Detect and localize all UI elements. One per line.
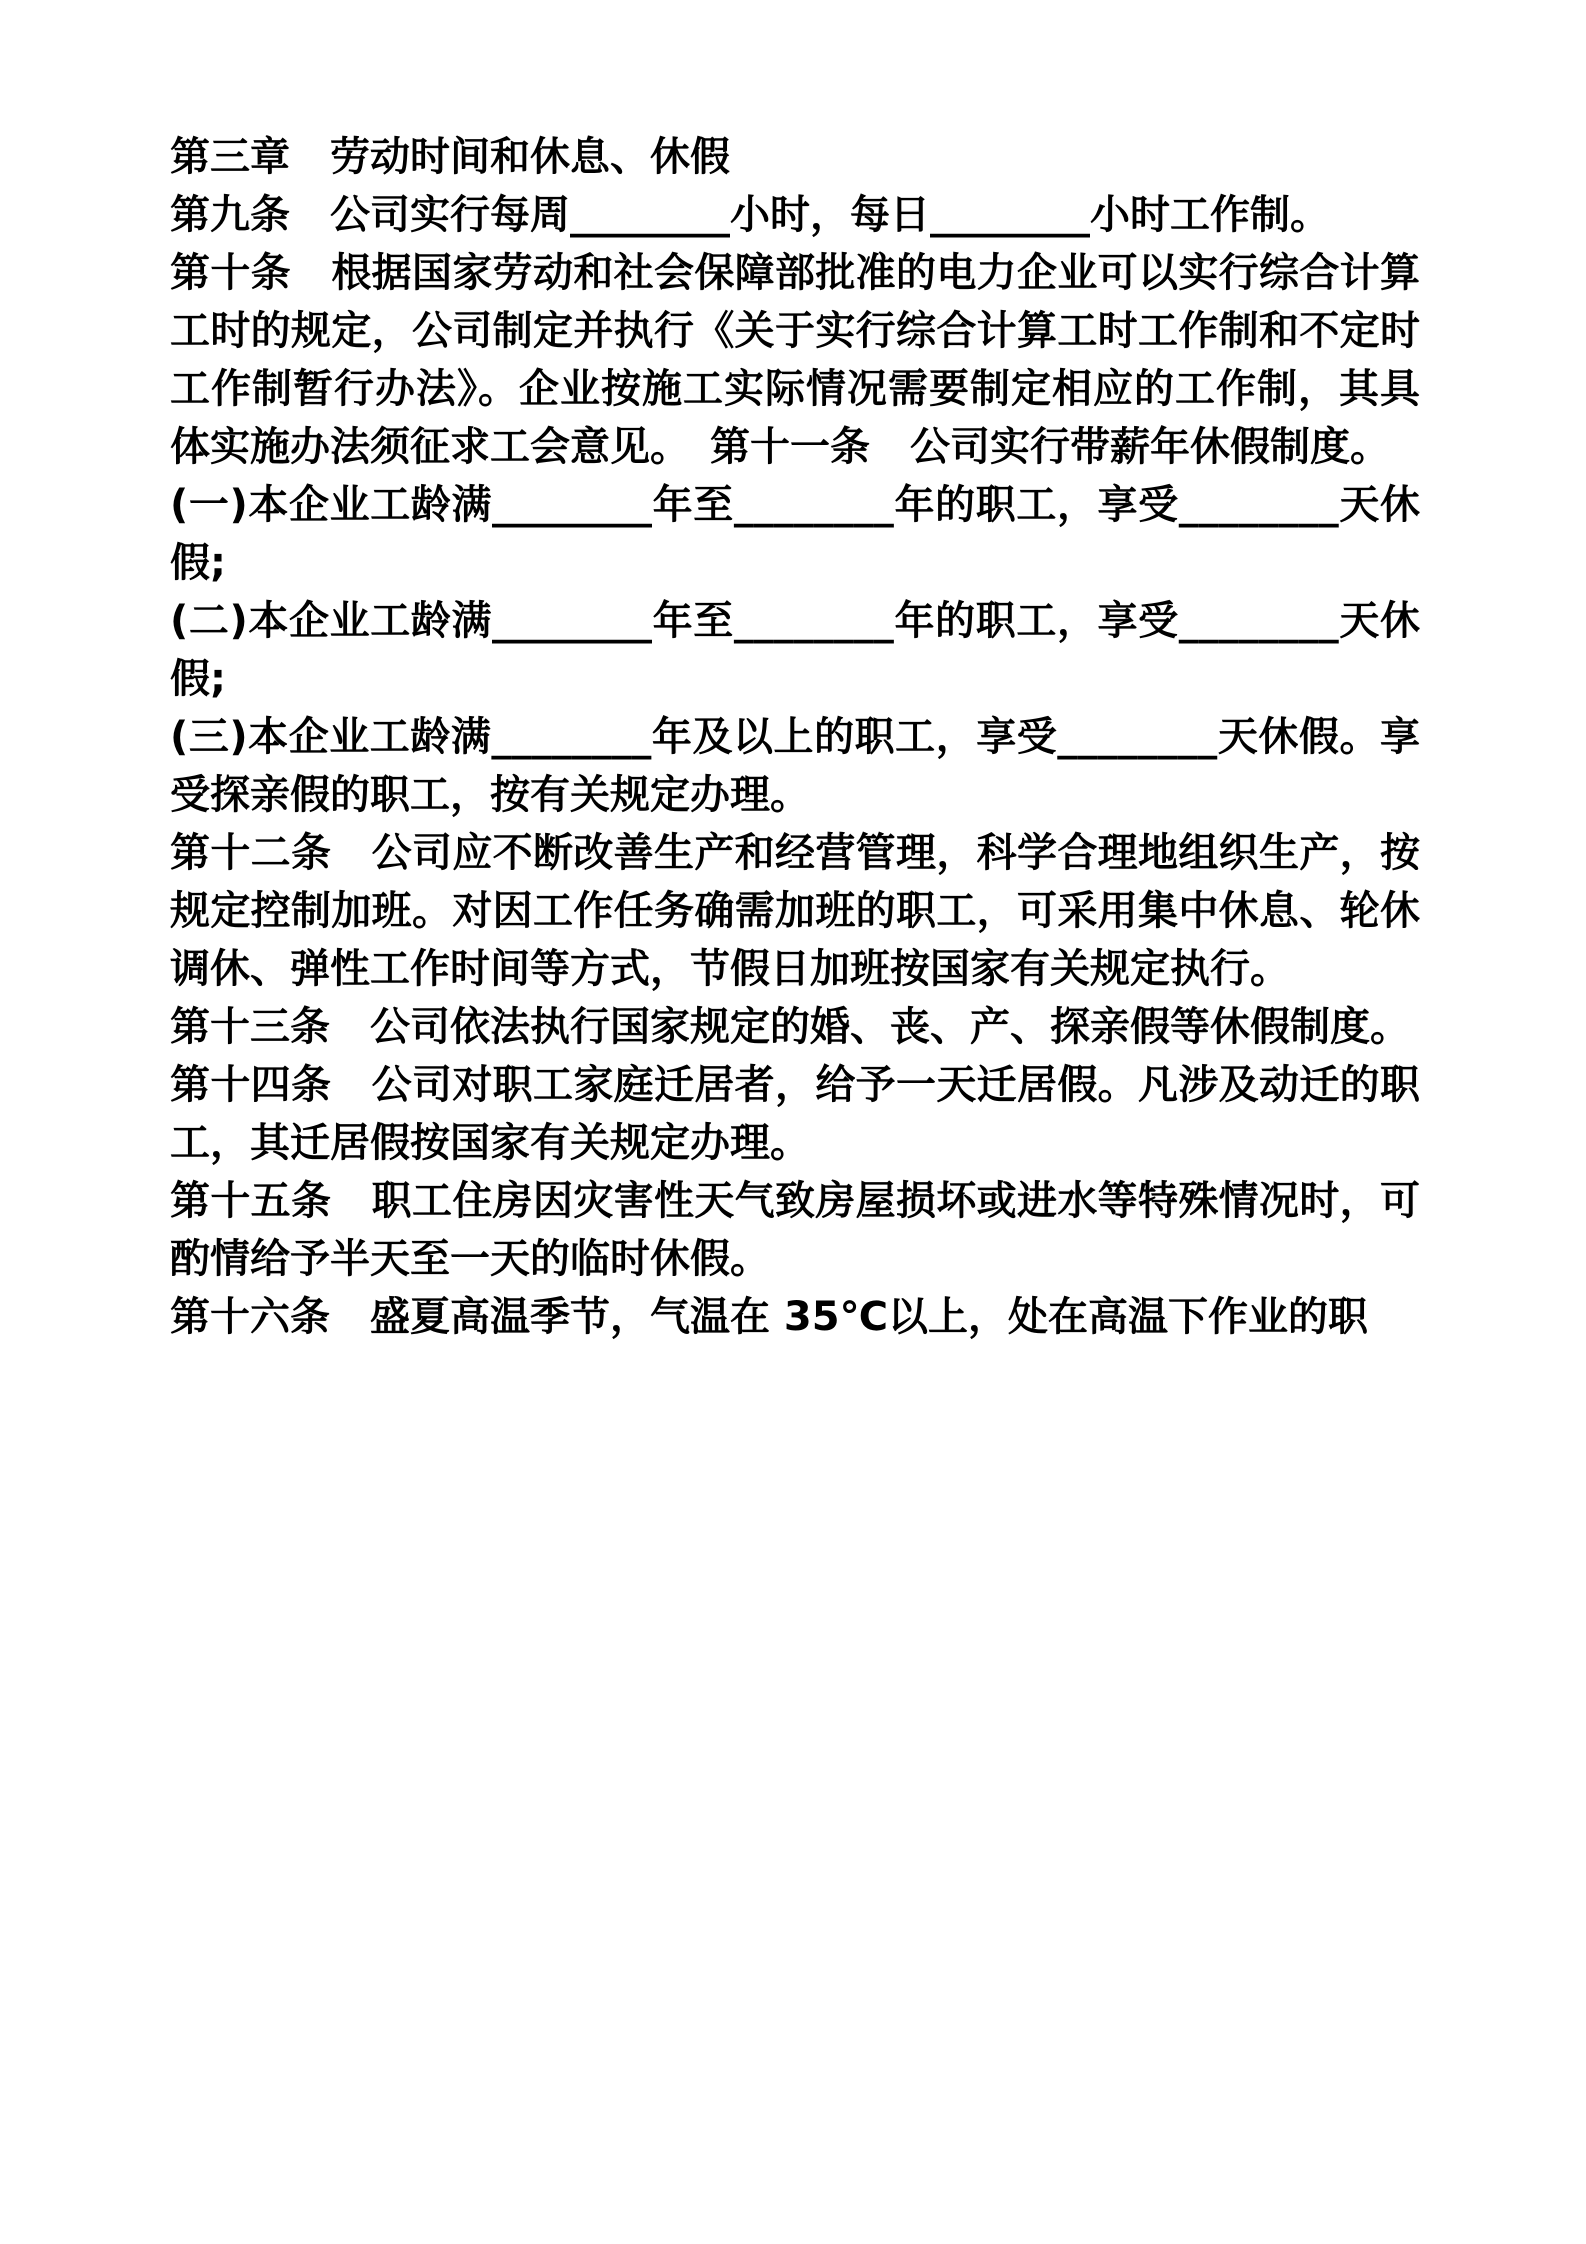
article-10-and-11: 第十条 根据国家劳动和社会保障部批准的电力企业可以实行综合计算工时的规定，公司制定并执行《关于实行综合计算工时工作制和不定时工作制暂行办法》。企业按施工实际情况需要制定相应的工作制，其具体实施办法须征求工会意见。 第十一条 公司实行带薪年休假制度。	[170, 250, 1420, 470]
document-body	[170, 128, 1420, 1346]
chapter-heading: 第三章 劳动时间和休息、休假	[170, 134, 730, 180]
article-9: 第九条 公司实行每周________小时，每日________小时工作制。	[170, 192, 1330, 238]
article-12: 第十二条 公司应不断改善生产和经营管理，科学合理地组织生产，按规定控制加班。对因工作任务确需加班的职工，可采用集中休息、轮休调休、弹性工作时间等方式，节假日加班按国家有关规定执行。	[170, 830, 1420, 992]
clause-2-seniority: (二)本企业工龄满________年至________年的职工，享受________天休假;	[170, 598, 1420, 702]
clause-1-seniority: (一)本企业工龄满________年至________年的职工，享受________天休假;	[170, 482, 1420, 586]
clause-3-seniority: (三)本企业工龄满________年及以上的职工，享受________天休假。享受探亲假的职工，按有关规定办理。	[170, 714, 1420, 818]
article-16: 第十六条 盛夏高温季节，气温在 35℃以上，处在高温下作业的职	[170, 1294, 1369, 1340]
article-14: 第十四条 公司对职工家庭迁居者，给予一天迁居假。凡涉及动迁的职工，其迁居假按国家有关规定办理。	[170, 1062, 1420, 1166]
article-15: 第十五条 职工住房因灾害性天气致房屋损坏或进水等特殊情况时，可酌情给予半天至一天的临时休假。	[170, 1178, 1420, 1282]
article-13: 第十三条 公司依法执行国家规定的婚、丧、产、探亲假等休假制度。	[170, 1004, 1410, 1050]
